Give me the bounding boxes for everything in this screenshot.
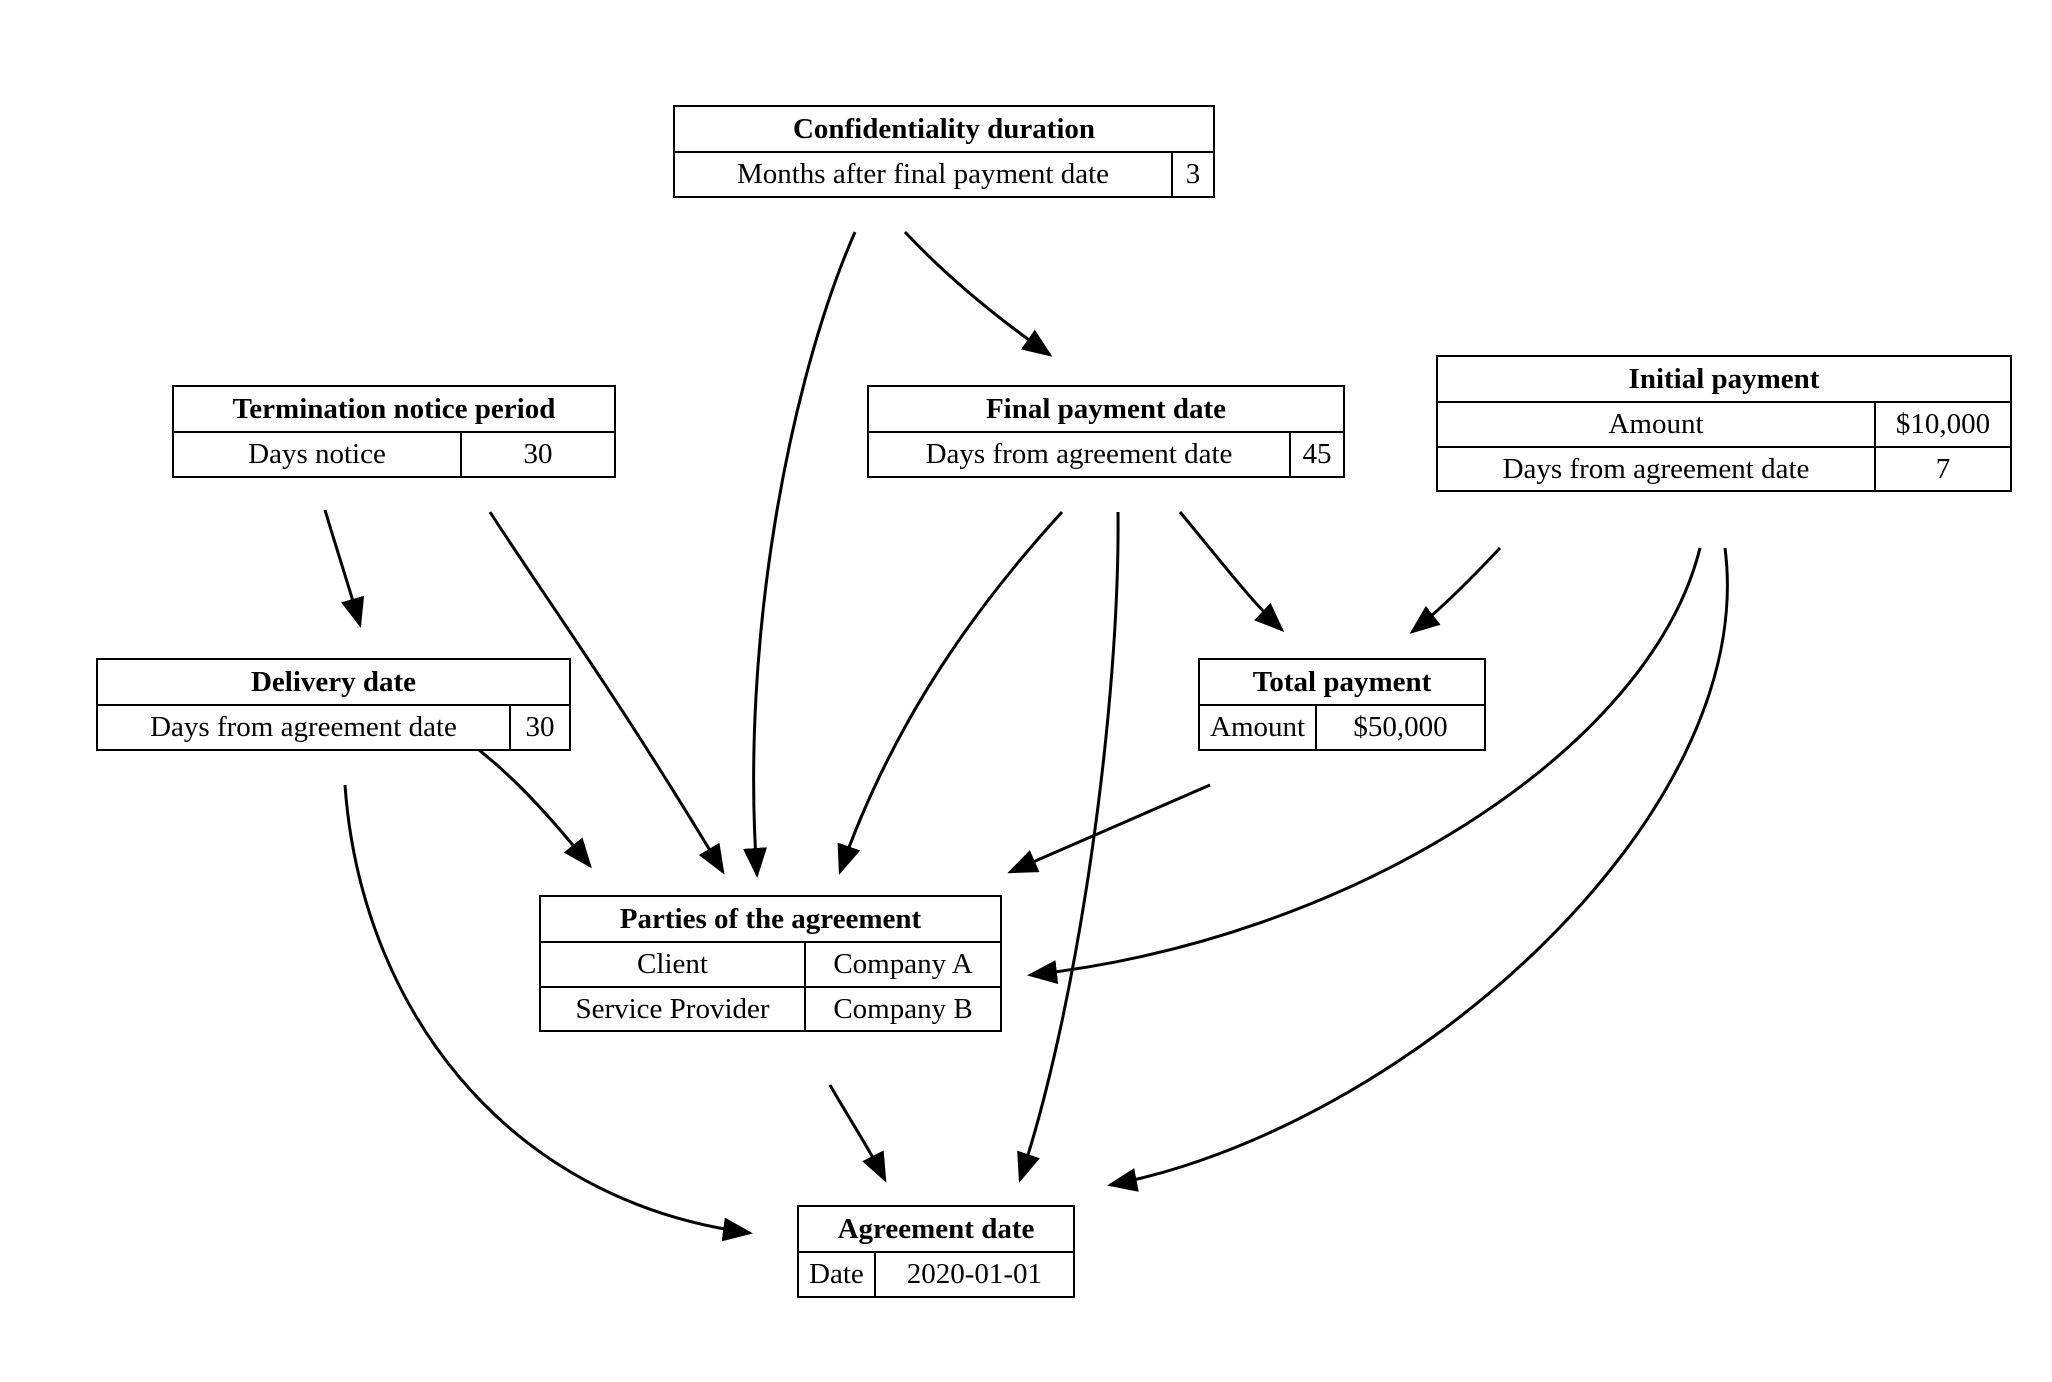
- row-key: Amount: [1200, 706, 1317, 748]
- row-value: 30: [525, 711, 555, 744]
- node-total-payment[interactable]: [1198, 658, 1486, 751]
- node-delivery-date[interactable]: [96, 658, 571, 751]
- row-value: 3: [1185, 158, 1201, 191]
- edge-initial-payment-to-parties: [1030, 548, 1700, 975]
- edge-final-payment-to-total-payment: [1180, 512, 1282, 630]
- node-row: [869, 433, 1343, 475]
- node-parties-of-the-agreement[interactable]: [539, 895, 1002, 1032]
- edge-initial-payment-to-agreement-date: [1110, 548, 1727, 1185]
- node-confidentiality-duration[interactable]: [673, 105, 1215, 198]
- row-key: Service Provider: [541, 988, 806, 1030]
- edge-total-payment-to-parties: [1010, 785, 1210, 872]
- node-row: [1438, 403, 2010, 447]
- node-title: Confidentiality duration: [675, 107, 1213, 153]
- row-key: Client: [541, 943, 806, 985]
- row-key: Months after final payment date: [675, 153, 1173, 195]
- row-value: $10,000: [1895, 408, 1991, 441]
- edge-confidentiality-to-final-payment: [905, 232, 1050, 355]
- row-key: Days from agreement date: [98, 706, 511, 748]
- node-title: Initial payment: [1438, 357, 2010, 403]
- node-title: Final payment date: [869, 387, 1343, 433]
- row-key: Days from agreement date: [1438, 448, 1876, 490]
- node-row: [98, 706, 569, 748]
- edge-final-payment-to-parties: [840, 512, 1062, 872]
- edge-final-payment-to-agreement-date: [1020, 512, 1118, 1180]
- node-row: [174, 433, 614, 475]
- edge-termination-to-delivery: [325, 510, 360, 625]
- row-key: Days from agreement date: [869, 433, 1291, 475]
- node-initial-payment[interactable]: [1436, 355, 2012, 492]
- node-final-payment-date[interactable]: [867, 385, 1345, 478]
- node-row: [799, 1253, 1073, 1295]
- row-value: 7: [1935, 452, 1951, 485]
- edge-confidentiality-to-parties: [754, 232, 855, 875]
- node-title: Delivery date: [98, 660, 569, 706]
- row-value: 30: [523, 438, 553, 471]
- node-title: Total payment: [1200, 660, 1484, 706]
- node-row: [1200, 706, 1484, 748]
- node-row: [541, 943, 1000, 987]
- node-row: [541, 988, 1000, 1030]
- row-value: 45: [1302, 438, 1332, 471]
- node-agreement-date[interactable]: [797, 1205, 1075, 1298]
- row-value: $50,000: [1353, 711, 1448, 744]
- row-value: Company A: [833, 948, 973, 981]
- node-title: Parties of the agreement: [541, 897, 1000, 943]
- node-title: Agreement date: [799, 1207, 1073, 1253]
- edge-initial-payment-to-total-payment: [1412, 548, 1500, 632]
- row-key: Days notice: [174, 433, 462, 475]
- row-key: Date: [799, 1253, 876, 1295]
- node-row: [675, 153, 1213, 195]
- row-value: 2020-01-01: [906, 1258, 1043, 1291]
- row-key: Amount: [1438, 403, 1876, 445]
- edge-parties-to-agreement-date: [830, 1085, 885, 1180]
- row-value: Company B: [833, 992, 973, 1025]
- node-termination-notice-period[interactable]: [172, 385, 616, 478]
- node-row: [1438, 448, 2010, 490]
- node-title: Termination notice period: [174, 387, 614, 433]
